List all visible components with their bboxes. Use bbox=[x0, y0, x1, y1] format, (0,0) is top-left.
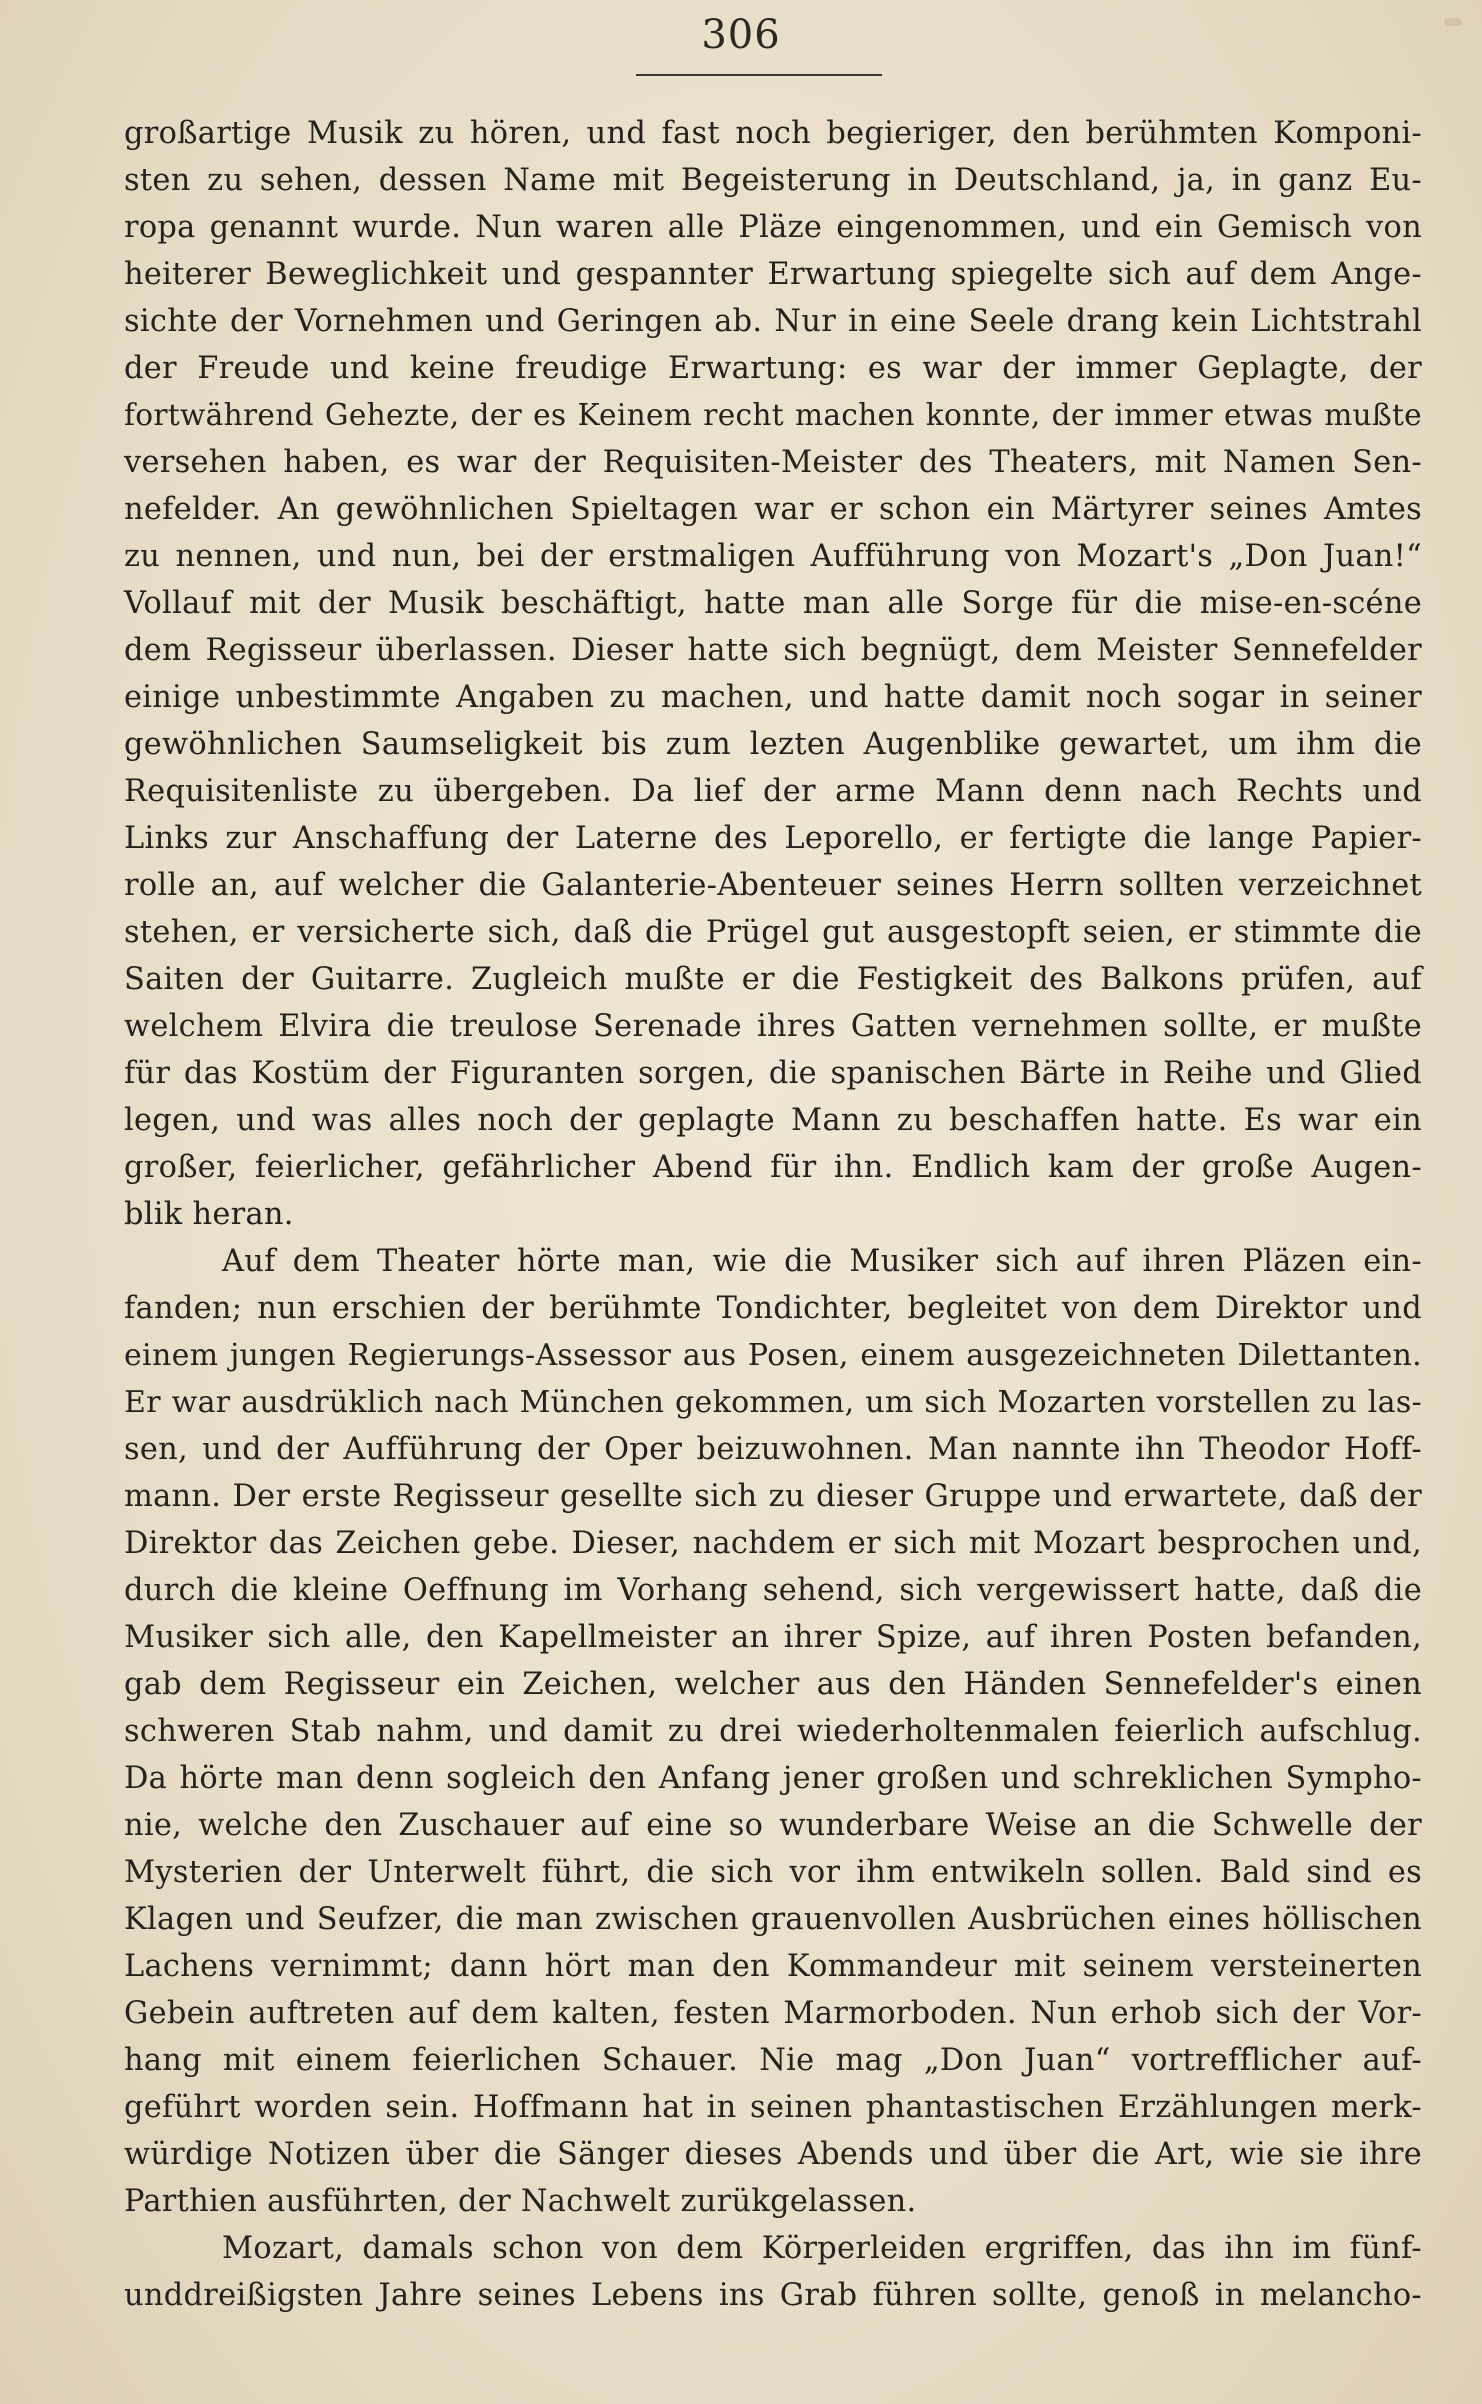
text-line: rolle an, auf welcher die Galanterie-Abenteuer seines Herrn sollten verzeichnet bbox=[124, 868, 1422, 903]
text-line: nefelder. An gewöhnlichen Spieltagen war er schon ein Märtyrer seines Amtes bbox=[124, 492, 1422, 527]
text-line: großartige Musik zu hören, und fast noch begieriger, den berühmten Komponi- bbox=[124, 116, 1422, 151]
text-line: Auf dem Theater hörte man, wie die Musiker sich auf ihren Pläzen ein- bbox=[222, 1244, 1422, 1279]
text-line: würdige Notizen über die Sänger dieses Abends und über die Art, wie sie ihre bbox=[124, 2137, 1422, 2172]
page-number: 306 bbox=[701, 12, 781, 58]
text-line: Klagen und Seufzer, die man zwischen grauenvollen Ausbrüchen eines höllischen bbox=[124, 1902, 1422, 1937]
text-line: sichte der Vornehmen und Geringen ab. Nur in eine Seele drang kein Lichtstrahl bbox=[124, 304, 1422, 339]
text-line: Links zur Anschaffung der Laterne des Leporello, er fertigte die lange Papier- bbox=[124, 821, 1422, 856]
text-line: einem jungen Regierungs-Assessor aus Posen, einem ausgezeichneten Dilettanten. bbox=[124, 1338, 1422, 1373]
text-line: ropa genannt wurde. Nun waren alle Pläze eingenommen, und ein Gemisch von bbox=[124, 210, 1422, 245]
header-rule bbox=[636, 74, 882, 76]
text-line: stehen, er versicherte sich, daß die Prügel gut ausgestopft seien, er stimmte die bbox=[124, 915, 1422, 950]
text-line: Mozart, damals schon von dem Körperleiden ergriffen, das ihn im fünf- bbox=[222, 2231, 1422, 2266]
text-line: versehen haben, es war der Requisiten-Meister des Theaters, mit Namen Sen- bbox=[124, 445, 1422, 480]
text-line: gab dem Regisseur ein Zeichen, welcher aus den Händen Sennefelder's einen bbox=[124, 1667, 1422, 1702]
text-line: Requisitenliste zu übergeben. Da lief der arme Mann denn nach Rechts und bbox=[124, 774, 1422, 809]
text-line: unddreißigsten Jahre seines Lebens ins Grab führen sollte, genoß in melancho- bbox=[124, 2278, 1422, 2313]
body-text bbox=[124, 110, 1422, 2319]
text-line: Saiten der Guitarre. Zugleich mußte er die Festigkeit des Balkons prüfen, auf bbox=[124, 962, 1422, 997]
text-line: Parthien ausführten, der Nachwelt zurükgelassen. bbox=[124, 2184, 917, 2219]
text-line: Lachens vernimmt; dann hört man den Kommandeur mit seinem versteinerten bbox=[124, 1949, 1422, 1984]
text-line: gewöhnlichen Saumseligkeit bis zum lezten Augenblike gewartet, um ihm die bbox=[124, 727, 1422, 762]
text-line: Gebein auftreten auf dem kalten, festen Marmorboden. Nun erhob sich der Vor- bbox=[124, 1996, 1422, 2031]
text-line: Er war ausdrüklich nach München gekommen, um sich Mozarten vorstellen zu las- bbox=[124, 1385, 1422, 1420]
text-line: nie, welche den Zuschauer auf eine so wunderbare Weise an die Schwelle der bbox=[124, 1808, 1422, 1843]
text-line: sen, und der Aufführung der Oper beizuwohnen. Man nannte ihn Theodor Hoff- bbox=[124, 1432, 1422, 1467]
text-line: Mysterien der Unterwelt führt, die sich vor ihm entwikeln sollen. Bald sind es bbox=[124, 1855, 1422, 1890]
text-line: hang mit einem feierlichen Schauer. Nie mag „Don Juan“ vortrefflicher auf- bbox=[124, 2043, 1422, 2078]
text-line: welchem Elvira die treulose Serenade ihres Gatten vernehmen sollte, er mußte bbox=[124, 1009, 1422, 1044]
text-line: sten zu sehen, dessen Name mit Begeisterung in Deutschland, ja, in ganz Eu- bbox=[124, 163, 1422, 198]
text-line: Da hörte man denn sogleich den Anfang jener großen und schreklichen Sympho- bbox=[124, 1761, 1422, 1796]
text-line: blik heran. bbox=[124, 1197, 294, 1232]
text-line: geführt worden sein. Hoffmann hat in seinen phantastischen Erzählungen merk- bbox=[124, 2090, 1422, 2125]
text-line: heiterer Beweglichkeit und gespannter Erwartung spiegelte sich auf dem Ange- bbox=[124, 257, 1422, 292]
text-line: fanden; nun erschien der berühmte Tondichter, begleitet von dem Direktor und bbox=[124, 1291, 1422, 1326]
text-line: Vollauf mit der Musik beschäftigt, hatte man alle Sorge für die mise-en-scéne bbox=[124, 586, 1422, 621]
text-line: fortwährend Gehezte, der es Keinem recht machen konnte, der immer etwas mußte bbox=[124, 398, 1422, 432]
text-line: der Freude und keine freudige Erwartung: es war der immer Geplagte, der bbox=[124, 351, 1422, 386]
text-line: dem Regisseur überlassen. Dieser hatte sich begnügt, dem Meister Sennefelder bbox=[124, 633, 1422, 668]
text-line: mann. Der erste Regisseur gesellte sich zu dieser Gruppe und erwartete, daß der bbox=[124, 1479, 1422, 1514]
text-line: zu nennen, und nun, bei der erstmaligen Aufführung von Mozart's „Don Juan!“ bbox=[124, 539, 1422, 574]
text-line: für das Kostüm der Figuranten sorgen, die spanischen Bärte in Reihe und Glied bbox=[124, 1056, 1422, 1091]
text-line: einige unbestimmte Angaben zu machen, und hatte damit noch sogar in seiner bbox=[124, 680, 1422, 715]
text-line: legen, und was alles noch der geplagte Mann zu beschaffen hatte. Es war ein bbox=[124, 1103, 1422, 1138]
text-line: schweren Stab nahm, und damit zu drei wiederholtenmalen feierlich aufschlug. bbox=[124, 1714, 1422, 1749]
text-line: durch die kleine Oeffnung im Vorhang sehend, sich vergewissert hatte, daß die bbox=[124, 1573, 1422, 1608]
text-line: Musiker sich alle, den Kapellmeister an ihrer Spize, auf ihren Posten befanden, bbox=[124, 1620, 1422, 1655]
text-line: großer, feierlicher, gefährlicher Abend für ihn. Endlich kam der große Augen- bbox=[124, 1150, 1422, 1185]
text-line: Direktor das Zeichen gebe. Dieser, nachdem er sich mit Mozart besprochen und, bbox=[124, 1526, 1422, 1561]
